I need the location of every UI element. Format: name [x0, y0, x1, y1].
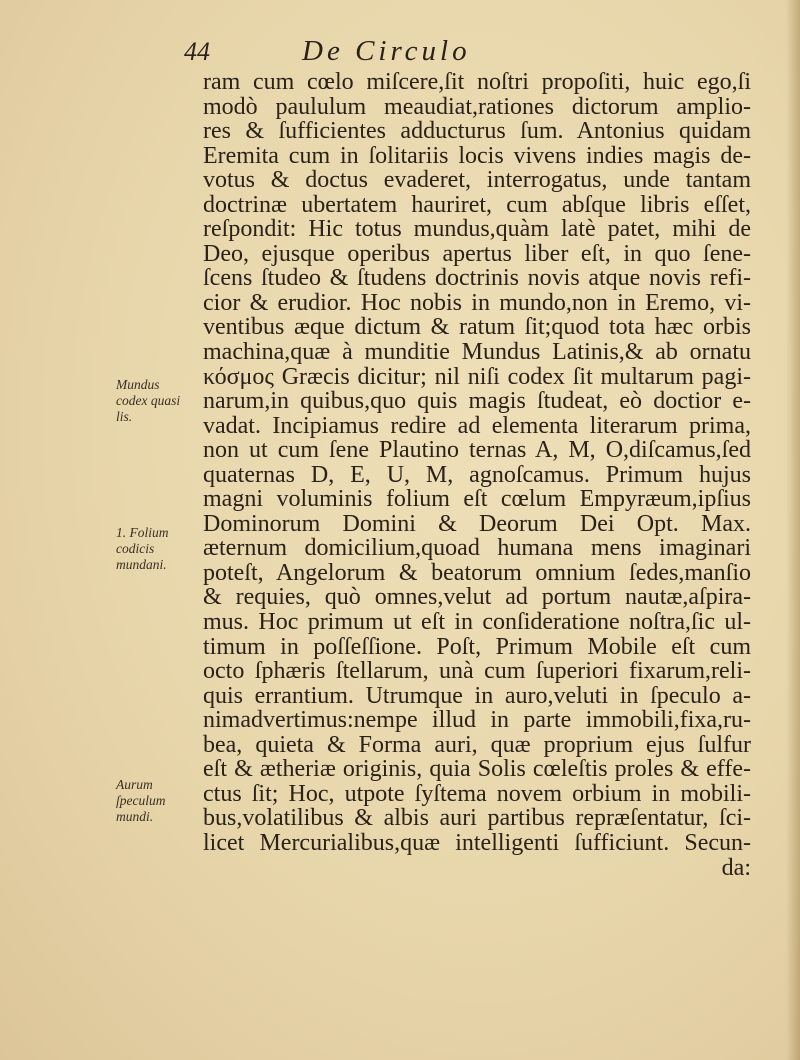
body-line: licet Mercurialibus,quæ intelligenti ſufficiunt. Secun-	[203, 829, 751, 856]
page-edge-shadow	[786, 0, 800, 1060]
body-line: poteſt, Angelorum & beatorum omnium ſedes,manſio	[203, 559, 751, 586]
body-line: mus. Hoc primum ut eſt in conſideratione noſtra,ſic ul-	[203, 609, 751, 636]
body-line: ctus ſit; Hoc, utpote ſyſtema novem orbium in mobili-	[203, 780, 751, 807]
marginal-note-line: mundani.	[116, 557, 167, 572]
body-line: da:	[721, 854, 751, 881]
body-line: vadat. Incipiamus redire ad elementa literarum prima,	[203, 412, 751, 439]
marginal-note-aurum	[116, 777, 198, 825]
marginal-note-line: mundi.	[116, 809, 154, 824]
page-header	[184, 33, 664, 73]
body-line: Deo, ejusque operibus apertus liber eſt, in quo ſene-	[203, 240, 751, 267]
body-line: votus & doctus evaderet, interrogatus, unde tantam	[203, 167, 751, 194]
body-line: Eremita cum in ſolitariis locis vivens indies magis de-	[203, 142, 751, 169]
marginal-note-line: ſpeculum	[116, 793, 166, 808]
body-line: æternum domicilium,quoad humana mens imaginari	[203, 535, 751, 562]
body-line: octo ſphæris ſtellarum, unà cum ſuperiori fixarum,reli-	[203, 658, 751, 685]
body-line: modò paululum meaudiat,rationes dictorum amplio-	[203, 93, 751, 120]
marginal-note-line: 1. Folium	[116, 525, 169, 540]
body-line: narum,in quibus,quo quis magis ſtudeat, eò doctior e-	[203, 388, 751, 415]
body-line: non ut cum ſene Plautino ternas A, M, O,diſcamus,ſed	[203, 437, 751, 464]
body-line: machina,quæ à munditie Mundus Latinis,& ab ornatu	[203, 339, 751, 366]
page-number: 44	[184, 37, 210, 66]
body-line: cior & erudior. Hoc nobis in mundo,non in Eremo, vi-	[203, 289, 751, 316]
body-line: res & ſufficientes adducturus ſum. Antonius quidam	[203, 118, 751, 145]
body-line: & requies, quò omnes,velut ad portum nautæ,aſpira-	[203, 584, 751, 611]
body-line: quaternas D, E, U, M, agnoſcamus. Primum hujus	[203, 461, 751, 488]
body-line: ſcens ſtudeo & ſtudens doctrinis novis atque novis refi-	[203, 265, 751, 292]
marginal-note-line: lis.	[116, 409, 133, 424]
marginal-note-line: Aurum	[116, 777, 153, 792]
running-head: De Circulo	[302, 35, 471, 67]
body-text	[203, 70, 751, 880]
marginal-note-line: codex quasi	[116, 393, 181, 408]
body-line: bea, quieta & Forma auri, quæ proprium ejus ſulfur	[203, 731, 751, 758]
body-line: bus,volatilibus & albis auri partibus repræſentatur, ſci-	[203, 805, 751, 832]
body-line: nimadvertimus:nempe illud in parte immobili,fixa,ru-	[203, 707, 751, 734]
body-line: timum in poſſeſſione. Poſt, Primum Mobile eſt cum	[203, 633, 751, 660]
body-line: Dominorum Domini & Deorum Dei Opt. Max.	[203, 510, 751, 537]
marginal-note-mundus	[116, 377, 198, 425]
body-line: magni voluminis folium eſt cœlum Empyræum,ipſius	[203, 486, 751, 513]
marginal-note-line: Mundus	[116, 377, 160, 392]
marginal-note-folium	[116, 525, 198, 573]
body-line: ventibus æque dictum & ratum ſit;quod tota hæc orbis	[203, 314, 751, 341]
body-line: quis errantium. Utrumque in auro,veluti in ſpeculo a-	[203, 682, 751, 709]
body-line: doctrinæ ubertatem hauriret, cum abſque libris eſſet,	[203, 191, 751, 218]
marginal-note-line: codicis	[116, 541, 155, 556]
body-line: eſt & ætheriæ originis, quia Solis cœleſtis proles & effe-	[203, 756, 751, 783]
body-line: ram cum cœlo miſcere,ſit noſtri propoſiti, huic ego,ſi	[203, 69, 751, 95]
body-line: reſpondit: Hic totus mundus,quàm latè patet, mihi de	[203, 216, 751, 243]
body-line: κόσμος Græcis dicitur; nil niſi codex ſit multarum pagi-	[203, 363, 751, 390]
